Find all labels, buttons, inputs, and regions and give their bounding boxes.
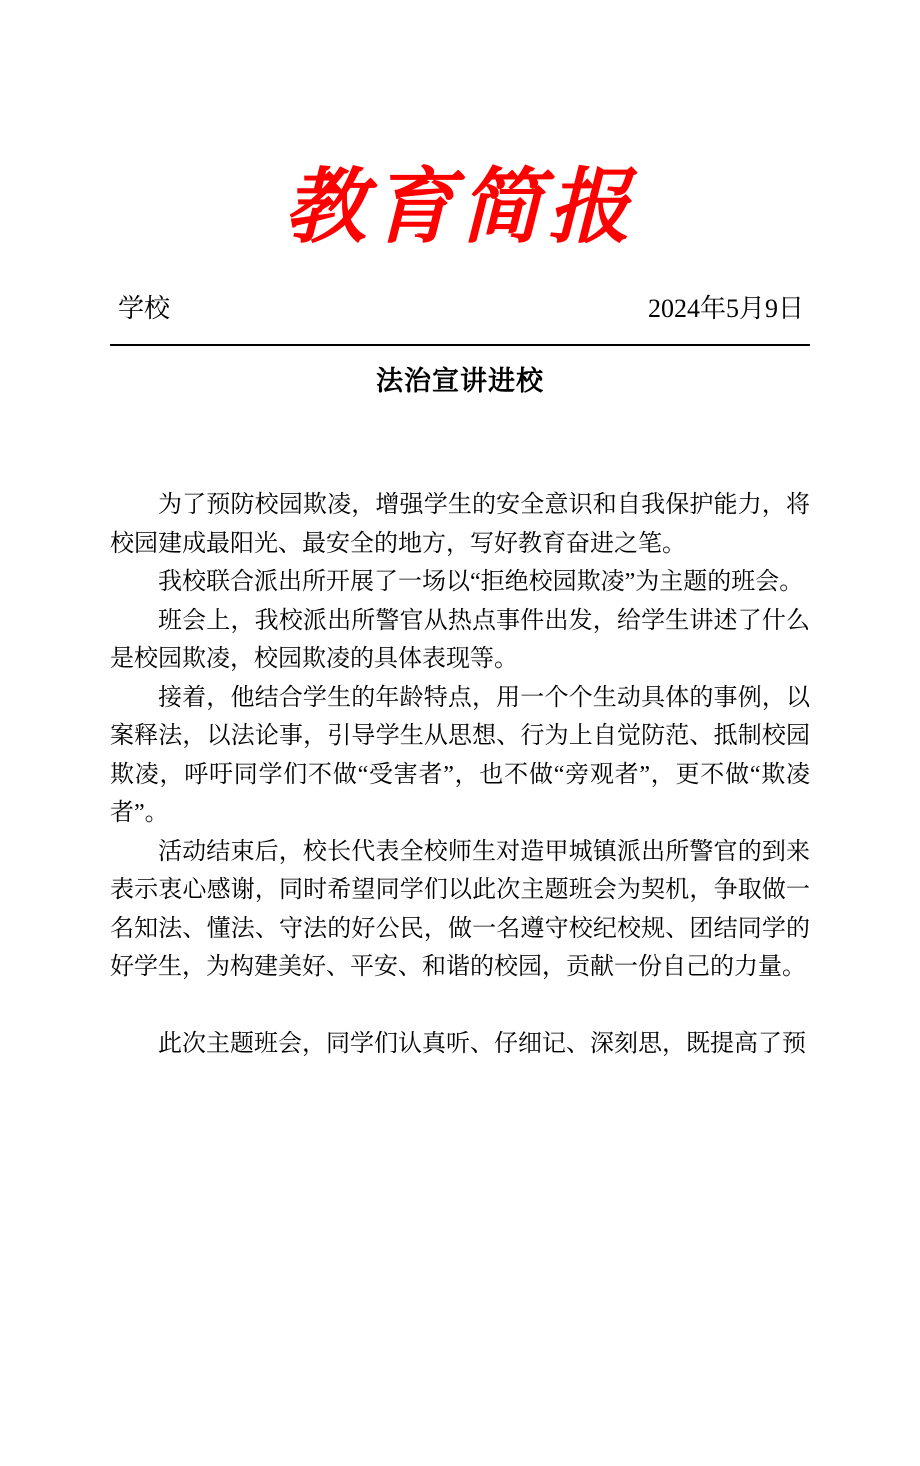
document-page xyxy=(0,162,920,1466)
article-title: 法治宣讲进校 xyxy=(376,366,544,397)
paragraph-1: 为了预防校园欺凌，增强学生的安全意识和自我保护能力，将校园建成最阳光、最安全的地方，写好教育奋进之笔。 xyxy=(110,492,810,557)
paragraph-5: 活动结束后，校长代表全校师生对造甲城镇派出所警官的到来表示衷心感谢，同时希望同学们以此次主题班会为契机，争取做一名知法、懂法、守法的好公民，做一名遵守校纪校规、团结同学的好学生，为构建美好、平安、和谐的校园，贡献一份自己的力量。 xyxy=(110,838,810,981)
date-label: 2024年5月9日 xyxy=(647,294,804,324)
paragraph-2: 我校联合派出所开展了一场以“拒绝校园欺凌”为主题的班会。 xyxy=(158,569,804,596)
school-label: 学校 xyxy=(118,294,171,324)
paragraph-4: 接着，他结合学生的年龄特点，用一个个生动具体的事例，以案释法，以法论事，引导学生从思想、行为上自觉防范、抵制校园欺凌，呼吁同学们不做“受害者”，也不做“旁观者”，更不做“欺凌者”。 xyxy=(110,684,810,827)
article-body xyxy=(110,486,810,1064)
masthead-title: 教育简报 xyxy=(284,162,636,253)
paragraph-3: 班会上，我校派出所警官从热点事件出发，给学生讲述了什么是校园欺凌，校园欺凌的具体表现等。 xyxy=(110,607,810,673)
paragraph-6: 此次主题班会，同学们认真听、仔细记、深刻思，既提高了预 xyxy=(158,1031,806,1058)
header-row xyxy=(110,293,810,346)
